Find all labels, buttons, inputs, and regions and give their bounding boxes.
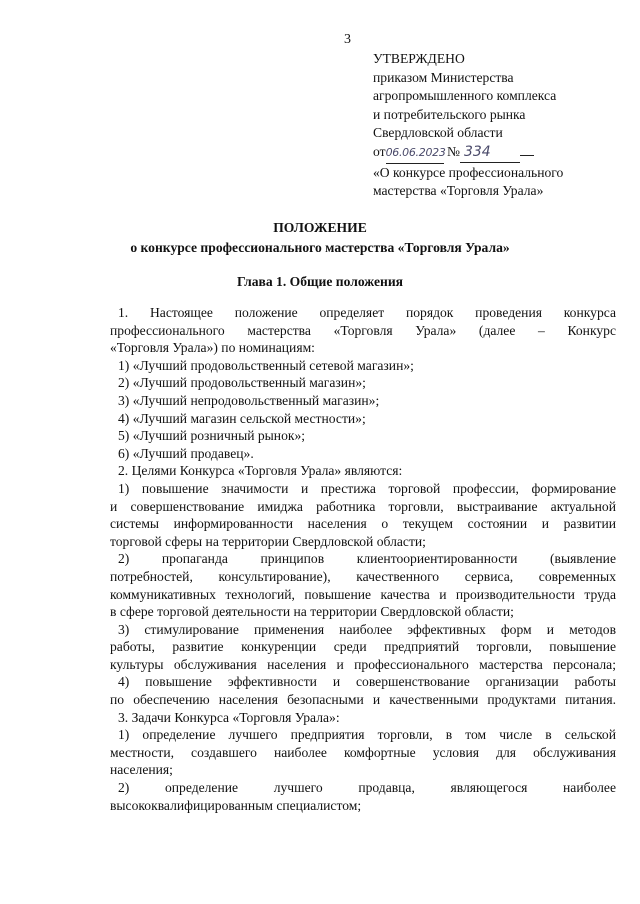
body-line: коммуникативных технологий, повышение качества и производительности труда (110, 586, 616, 602)
body-line: 1) определение лучшего предприятия торговли, в том числе в сельской (118, 727, 616, 743)
order-date-number-line (373, 143, 623, 164)
approval-line: агропромышленного комплекса (373, 88, 557, 104)
body-line: работы, развитие конкуренции среди предприятий торговли, повышение (110, 639, 616, 655)
handwritten-date: 06.06.2023 (386, 144, 444, 164)
approval-line: УТВЕРЖДЕНО (373, 51, 465, 66)
body-line: 1. Настоящее положение определяет порядок проведения конкурса (118, 305, 616, 320)
body-line: и совершенствование имиджа работника торговли, выстраивание актуальной (110, 498, 616, 514)
from-prefix: от (373, 143, 386, 159)
document-subtitle: о конкурсе профессионального мастерства «Торговля Урала» (130, 240, 510, 255)
body-line: 3. Задачи Конкурса «Торговля Урала»: (118, 709, 340, 725)
body-line: населения; (110, 762, 173, 778)
body-line: 3) «Лучший непродовольственный магазин»; (118, 392, 380, 408)
body-line: 1) повышение значимости и престижа торговой профессии, формирование (118, 480, 616, 496)
approval-line: Свердловской области (373, 125, 503, 141)
body-line: 6) «Лучший продавец». (118, 445, 254, 461)
chapter-heading: Глава 1. Общие положения (236, 274, 404, 289)
number-prefix: № (446, 143, 460, 159)
document-body (110, 304, 616, 814)
body-line: 2. Целями Конкурса «Торговля Урала» являются: (118, 463, 403, 479)
body-line: 4) повышение эффективности и совершенствование организации работы (118, 674, 616, 690)
approval-subject-line: «О конкурсе профессионального (373, 164, 564, 180)
approval-line: приказом Министерства (373, 69, 514, 85)
body-line: 4) «Лучший магазин сельской местности»; (118, 410, 366, 426)
body-line: системы информированности населения о текущем состоянии и развитии (110, 516, 616, 532)
body-line: местности, создавшего наиболее комфортные условия для обслуживания (110, 744, 616, 760)
body-line: профессионального мастерства «Торговля Урала» (далее – Конкурс (110, 322, 616, 338)
approval-line: и потребительского рынка (373, 106, 526, 122)
body-line: «Торговля Урала») по номинациям: (110, 340, 315, 356)
body-line: высококвалифицированным специалистом; (110, 797, 362, 813)
body-line: 5) «Лучший розничный рынок»; (118, 428, 306, 444)
body-line: 2) «Лучший продовольственный магазин»; (118, 375, 366, 391)
underline-tail (520, 155, 534, 156)
body-line: культуры обслуживания населения и профессионального мастерства персонала; (110, 656, 616, 672)
body-line: 1) «Лучший продовольственный сетевой магазин»; (118, 357, 414, 373)
handwritten-number: 334 (460, 143, 520, 163)
body-line: 2) определение лучшего продавца, являющегося наиболее (118, 780, 616, 796)
document-title: ПОЛОЖЕНИЕ (273, 220, 367, 235)
approval-subject-line: мастерства «Торговля Урала» (373, 183, 544, 199)
approval-block (373, 50, 623, 201)
body-line: по обеспечению населения безопасными и качественными продуктами питания. (110, 692, 616, 708)
body-line: торговой сферы на территории Свердловской области; (110, 533, 426, 549)
body-line: потребностей, консультирование), качественного сервиса, современных (110, 568, 616, 584)
page-number: 3 (344, 32, 351, 47)
body-line: в сфере торговой деятельности на территории Свердловской области; (110, 604, 514, 620)
body-line: 3) стимулирование применения наиболее эффективных форм и методов (118, 621, 616, 637)
body-line: 2) пропаганда принципов клиентоориентированности (выявление (118, 551, 616, 567)
